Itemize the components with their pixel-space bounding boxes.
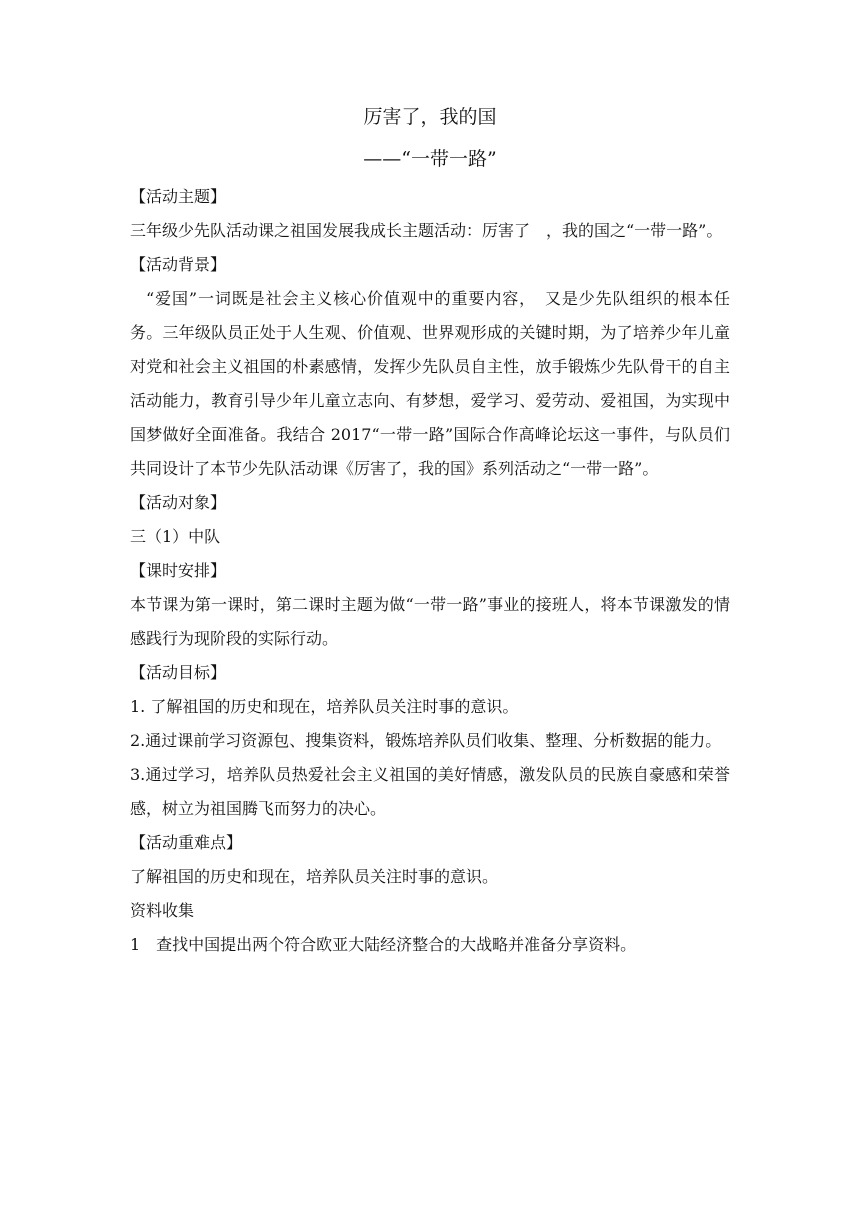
goal-item-3: 3.通过学习，培养队员热爱社会主义祖国的美好情感，激发队员的民族自豪感和荣誉感，树立为祖国腾飞而努力的决心。 bbox=[130, 765, 730, 818]
keypoints-heading: 【活动重难点】 bbox=[130, 833, 243, 852]
document-subtitle: ——“一带一路” bbox=[363, 148, 497, 170]
schedule-text: 本节课为第一课时，第二课时主题为做“一带一路”事业的接班人，将本节课激发的情感践行为现阶段的实际行动。 bbox=[130, 595, 730, 648]
materials-heading: 资料收集 bbox=[130, 901, 195, 920]
materials-item: 1 查找中国提出两个符合欧亚大陆经济整合的大战略并准备分享资料。 bbox=[130, 935, 637, 954]
goal-item-1: 1. 了解祖国的历史和现在，培养队员关注时事的意识。 bbox=[130, 697, 519, 716]
document-title: 厉害了，我的国 bbox=[363, 106, 497, 128]
keypoints-text: 了解祖国的历史和现在，培养队员关注时事的意识。 bbox=[130, 867, 499, 886]
background-heading: 【活动背景】 bbox=[130, 255, 227, 274]
object-heading: 【活动对象】 bbox=[130, 493, 227, 512]
theme-text: 三年级少先队活动课之祖国发展我成长主题活动：厉害了 ，我的国之“一带一路”。 bbox=[130, 221, 723, 240]
schedule-heading: 【课时安排】 bbox=[130, 561, 227, 580]
goal-item-2: 2.通过课前学习资源包、搜集资料，锻炼培养队员们收集、整理、分析数据的能力。 bbox=[130, 731, 722, 750]
goals-heading: 【活动目标】 bbox=[130, 663, 227, 682]
object-text: 三（1）中队 bbox=[130, 527, 221, 546]
theme-heading: 【活动主题】 bbox=[130, 187, 227, 206]
background-text: “爱国”一词既是社会主义核心价值观中的重要内容， 又是少先队组织的根本任务。三年级队员正处于人生观、价值观、世界观形成的关键时期，为了培养少年儿童对党和社会主义祖国的朴素感情，发挥少先队员自主性，放手锻炼少先队骨干的自主活动能力，教育引导少年儿童立志向、有梦想，爱学习、爱劳动、爱祖国，为实现中国梦做好全面准备。我结合 2017“一带一路”国际合作高峰论坛这一事件，与队员们共同设计了本节少先队活动课《厉害了，我的国》系列活动之“一带一路”。 bbox=[130, 289, 730, 478]
document-body bbox=[130, 180, 730, 962]
